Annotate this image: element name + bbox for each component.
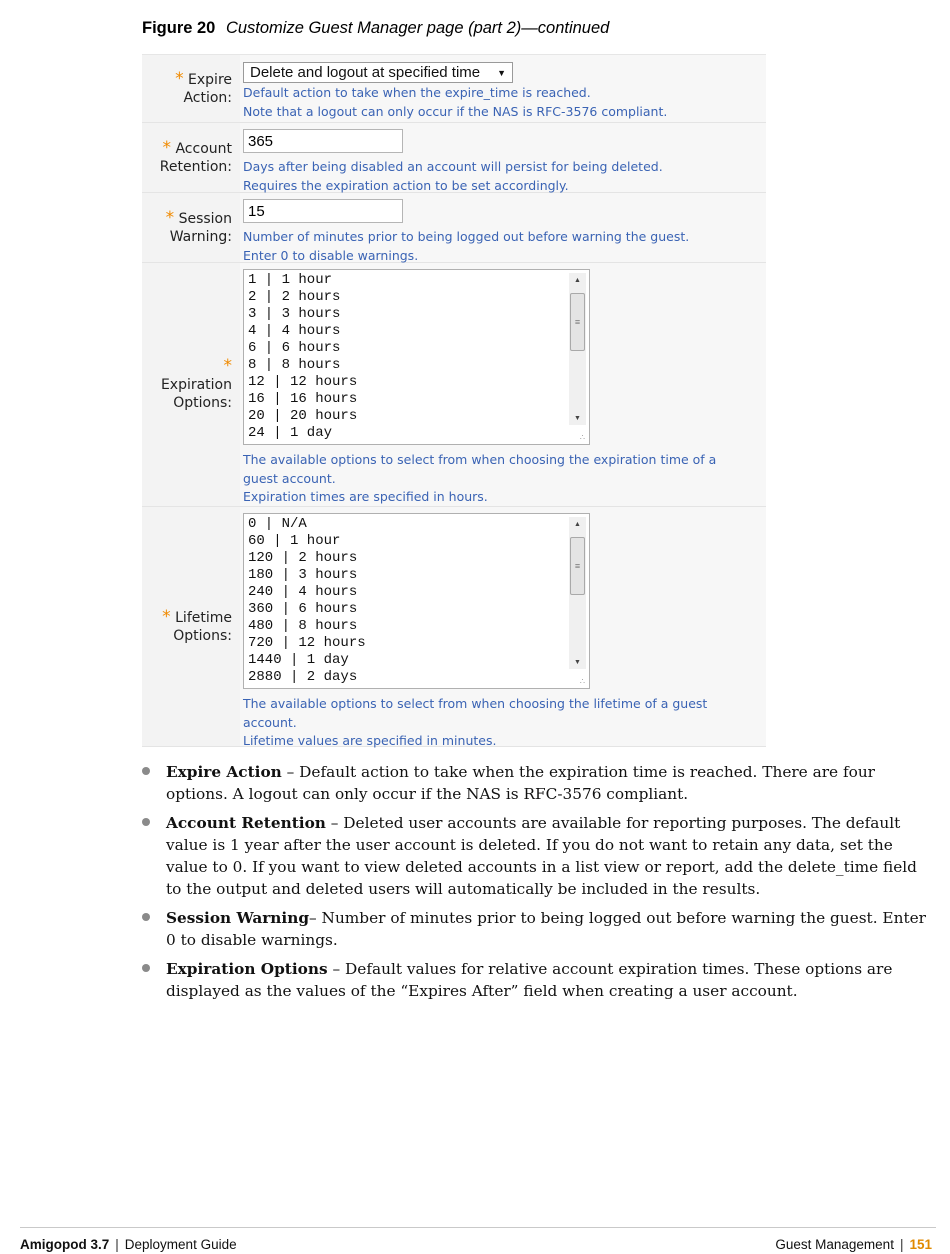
lifetime-options-help: The available options to select from when choosing the lifetime of a guest account. Lifetime values are specified in minutes. — [243, 696, 708, 748]
bullet-icon — [142, 964, 150, 972]
figure-number: Figure 20 — [142, 19, 216, 37]
session-warning-row — [142, 193, 766, 263]
required-asterisk: * — [162, 138, 172, 158]
expiration-options-textarea[interactable]: 1 | 1 hour 2 | 2 hours 3 | 3 hours 4 | 4 hours 6 | 6 hours 8 | 8 hours 12 | 12 hours 16 | 16 hours 20 | 20 hours 24 | 1 day ▲ ≡ ▼ ∴ — [243, 269, 590, 445]
scroll-up-arrow-icon[interactable]: ▲ — [574, 276, 581, 284]
required-asterisk: * — [162, 607, 171, 627]
footer-left: Amigopod 3.7 | Deployment Guide — [20, 1237, 237, 1252]
bullet-icon — [142, 913, 150, 921]
lifetime-options-row — [142, 507, 766, 747]
scroll-down-arrow-icon[interactable]: ▼ — [574, 414, 581, 422]
field-description-list — [142, 761, 932, 1009]
list-item: Account Retention – Deleted user accounts are available for reporting purposes. The default value is 1 year after the user account is deleted. If you do not want to retain any data, set the value to 0. If you want to view deleted accounts in a list view or report, add the delete_time field to the output and deleted users will automatically be included in the results. — [142, 812, 932, 900]
expire-action-help: Default action to take when the expire_time is reached. Note that a logout can only occur if the NAS is RFC-3576 compliant. — [243, 85, 668, 119]
scrollbar[interactable] — [569, 517, 586, 669]
footer-right: Guest Management | 151 — [775, 1237, 932, 1252]
resize-grip-icon[interactable]: ∴ — [579, 433, 585, 442]
lifetime-options-label: * Lifetime Options: — [142, 507, 240, 746]
lifetime-options-textarea[interactable]: 0 | N/A 60 | 1 hour 120 | 2 hours 180 | 3 hours 240 | 4 hours 360 | 6 hours 480 | 8 hours 720 | 12 hours 1440 | 1 day 2880 | 2 days ▲ ≡ ▼ ∴ — [243, 513, 590, 689]
required-asterisk: * — [175, 69, 184, 89]
session-warning-help: Number of minutes prior to being logged out before warning the guest. Enter 0 to disable warnings. — [243, 229, 690, 263]
page-number: 151 — [909, 1237, 932, 1252]
account-retention-label: * Account Retention: — [142, 123, 240, 192]
required-asterisk: * — [223, 356, 232, 376]
expiration-options-row — [142, 263, 766, 507]
product-name: Amigopod 3.7 — [20, 1237, 110, 1252]
expire-action-row — [142, 55, 766, 123]
guide-name: Deployment Guide — [124, 1237, 237, 1252]
account-retention-row — [142, 123, 766, 193]
dropdown-arrow-icon: ▼ — [497, 67, 506, 78]
expiration-options-help: The available options to select from when choosing the expiration time of a guest account. Expiration times are specified in hours. — [243, 452, 717, 504]
footer-divider — [20, 1227, 936, 1228]
list-item: Session Warning– Number of minutes prior to being logged out before warning the guest. Enter 0 to disable warnings. — [142, 907, 932, 951]
figure-title: Customize Guest Manager page (part 2)—continued — [225, 19, 610, 37]
expiration-options-label: * Expiration Options: — [142, 263, 240, 506]
scroll-up-arrow-icon[interactable]: ▲ — [574, 520, 581, 528]
account-retention-input[interactable]: 365 — [243, 129, 403, 153]
bullet-icon — [142, 818, 150, 826]
session-warning-input[interactable]: 15 — [243, 199, 403, 223]
bullet-icon — [142, 767, 150, 775]
list-item: Expire Action – Default action to take when the expiration time is reached. There are four options. A logout can only occur if the NAS is RFC-3576 compliant. — [142, 761, 932, 805]
account-retention-help: Days after being disabled an account will persist for being deleted. Requires the expiration action to be set accordingly. — [243, 159, 663, 193]
resize-grip-icon[interactable]: ∴ — [579, 677, 585, 686]
figure-caption — [142, 19, 609, 38]
section-name: Guest Management — [775, 1237, 894, 1252]
scrollbar[interactable] — [569, 273, 586, 425]
expire-action-select[interactable]: Delete and logout at specified time ▼ — [243, 62, 513, 83]
scroll-thumb[interactable]: ≡ — [570, 293, 585, 351]
scroll-down-arrow-icon[interactable]: ▼ — [574, 658, 581, 666]
expire-action-label: * Expire Action: — [142, 55, 240, 122]
guest-manager-form-screenshot — [142, 54, 766, 747]
session-warning-label: * Session Warning: — [142, 193, 240, 262]
list-item: Expiration Options – Default values for relative account expiration times. These options are displayed as the values of the “Expires After” field when creating a user account. — [142, 958, 932, 1002]
scroll-thumb[interactable]: ≡ — [570, 537, 585, 595]
required-asterisk: * — [165, 208, 175, 228]
